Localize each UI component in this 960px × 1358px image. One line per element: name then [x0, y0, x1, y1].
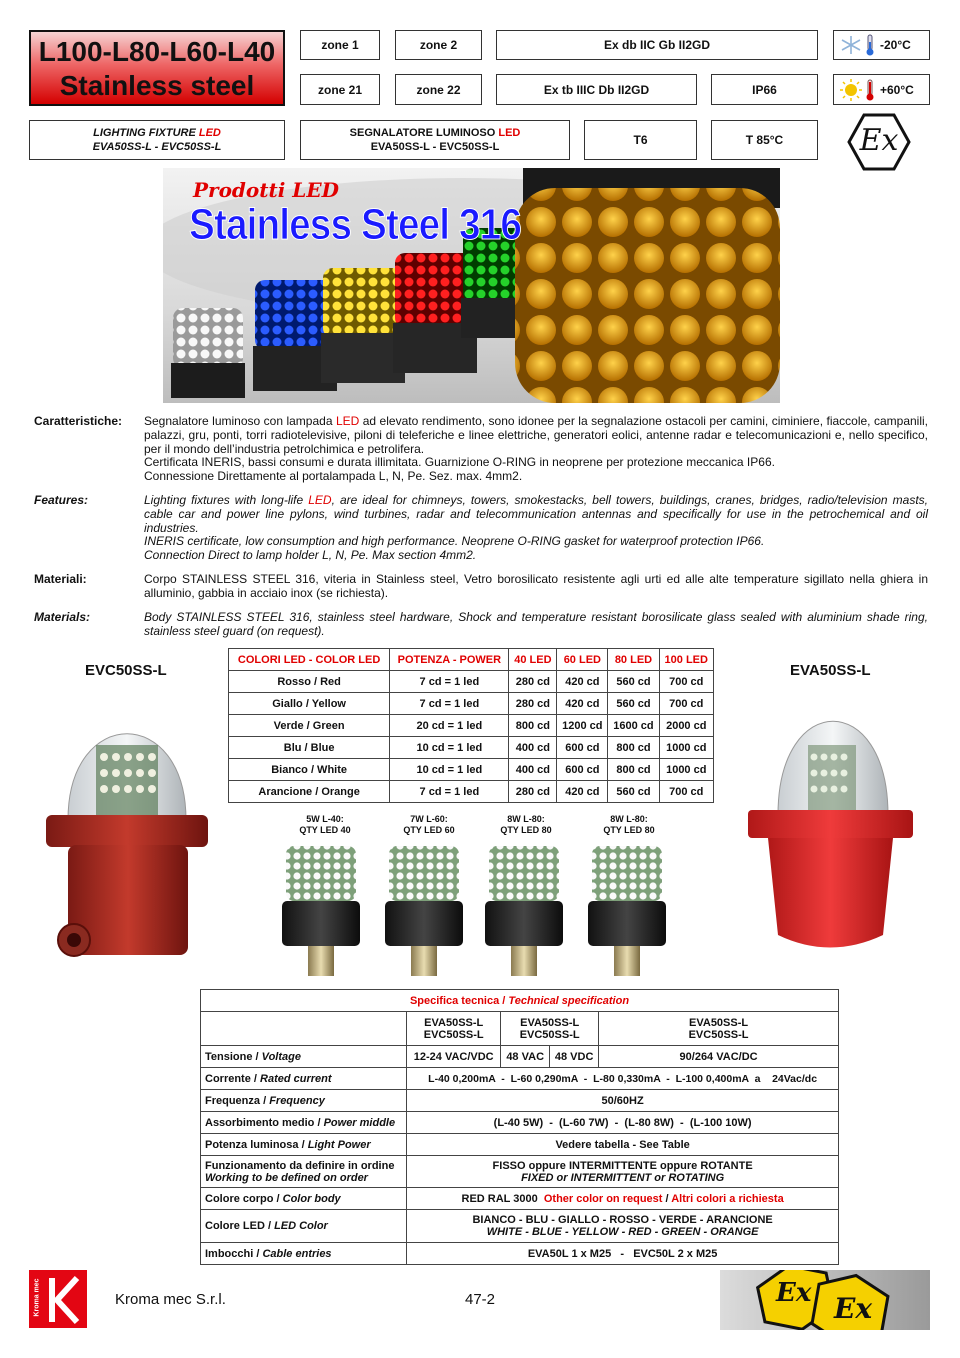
temp-max-label: +60°C — [880, 82, 914, 97]
thermometer-hot-icon — [864, 78, 876, 102]
spec-label — [201, 1156, 407, 1188]
lamp-caption-line2: QTY LED 80 — [603, 825, 655, 835]
table-cell: 400 cd — [509, 737, 557, 759]
spec-title — [201, 990, 839, 1012]
spec-label-en: Rated current — [260, 1072, 332, 1085]
table-cell: 600 cd — [557, 737, 608, 759]
led-table-header-row — [229, 649, 714, 671]
table-cell: 280 cd — [509, 781, 557, 803]
features-text-pre: Lighting fixtures with long-life — [144, 493, 309, 507]
table-row — [229, 781, 714, 803]
table-cell: 400 cd — [509, 759, 557, 781]
caratteristiche-line3: Connessione Direttamente al portalampada L, N, Pe. Sez. max. 4mm2. — [144, 469, 523, 484]
caratteristiche-led: LED — [335, 414, 360, 428]
caratteristiche-label: Caratteristiche: — [34, 414, 123, 428]
materials-label: Materials: — [34, 610, 91, 624]
spec-label-it: Potenza luminosa / — [205, 1138, 308, 1151]
atex-badge-image — [720, 1270, 930, 1330]
spec-label-en: Power middle — [323, 1116, 396, 1129]
ex-text: Ex — [859, 123, 899, 158]
company-name: Kroma mec S.r.l. — [115, 1291, 226, 1308]
banner-title: Stainless Steel 316 — [189, 200, 521, 249]
kroma-mec-logo — [29, 1270, 87, 1328]
spec-models-row — [201, 1012, 839, 1046]
lamp-caption-line1: 8W L-80: — [507, 814, 545, 824]
fixture-it-led: LED — [498, 127, 521, 139]
table-cell: 280 cd — [509, 693, 557, 715]
table-row — [201, 1090, 839, 1112]
ip-rating-box: IP66 — [711, 74, 818, 105]
spec-empty-cell — [201, 1012, 407, 1046]
led-table-header: 60 LED — [557, 649, 608, 671]
spec-label-it: Funzionamento da definire in ordine — [205, 1159, 395, 1172]
spec-value-line2: FIXED or INTERMITTENT or ROTATING — [521, 1171, 725, 1184]
table-cell: Bianco / White — [229, 759, 390, 781]
table-cell: EVA50L 1 x M25 - EVC50L 2 x M25 — [407, 1243, 839, 1265]
table-row — [201, 1112, 839, 1134]
features-section — [34, 494, 928, 564]
table-cell: 1200 cd — [557, 715, 608, 737]
spec-label — [201, 1046, 407, 1068]
spec-value-line2: WHITE - BLUE - YELLOW - RED - GREEN - ORANGE — [486, 1226, 759, 1238]
table-cell — [407, 1156, 839, 1188]
features-label: Features: — [34, 493, 89, 507]
spec-model-b2: EVC50SS-L — [519, 1028, 580, 1041]
lamp-caption-60 — [384, 814, 474, 836]
page-number: 47-2 — [465, 1291, 496, 1308]
led-table-header: 80 LED — [608, 649, 659, 671]
table-cell: 800 cd — [509, 715, 557, 737]
lamp-caption-line2: QTY LED 80 — [500, 825, 552, 835]
table-cell: 10 cd = 1 led — [390, 737, 509, 759]
temp-min-box — [833, 30, 930, 60]
table-row — [201, 1134, 839, 1156]
gas-marking-box: Ex db IIC Gb II2GD — [496, 30, 818, 60]
title-line2: Stainless steel — [59, 70, 255, 101]
table-cell: 560 cd — [608, 693, 659, 715]
spec-body-color: RED RAL 3000 — [461, 1192, 538, 1205]
table-cell: 7 cd = 1 led — [390, 781, 509, 803]
fixture-it-label: SEGNALATORE LUMINOSO — [349, 127, 499, 139]
table-cell: 20 cd = 1 led — [390, 715, 509, 737]
spec-title-en: Technical specification — [508, 994, 630, 1007]
spec-body-other-en: Other color on request — [543, 1192, 663, 1205]
spec-label-it: Imbocchi / — [205, 1247, 263, 1260]
table-cell: (L-40 5W) - (L-60 7W) - (L-80 8W) - (L-100 10W) — [407, 1112, 839, 1134]
zone1-box: zone 1 — [300, 30, 380, 60]
spec-title-it: Specifica tecnica — [409, 994, 500, 1007]
spec-model-a1: EVA50SS-L — [424, 1016, 484, 1029]
spec-value-line1: FISSO oppure INTERMITTENTE oppure ROTANTE — [492, 1159, 753, 1172]
materiali-section — [34, 573, 928, 603]
led-banner-image — [163, 168, 780, 403]
table-cell: 600 cd — [557, 759, 608, 781]
features-led: LED — [308, 493, 332, 507]
lamp-caption-line1: 5W L-40: — [306, 814, 344, 824]
table-cell: Verde / Green — [229, 715, 390, 737]
features-text-post: , are ideal for chimneys, towers, smokestacks, bell towers, buildings, cranes, bridges, radio/television masts, cable car and power line pylons, wind turbines, radar and telecommunication antennas and specifically for use in the petrochemical and oil industries. — [144, 493, 928, 535]
table-cell: 48 VAC — [501, 1046, 550, 1068]
table-cell: Vedere tabella - See Table — [407, 1134, 839, 1156]
caratteristiche-line2: Certificata INERIS, bassi consumi e durata illimitata. Guarnizione O-RING in neoprene per protezione meccanica IP66. — [144, 455, 775, 470]
table-cell: 10 cd = 1 led — [390, 759, 509, 781]
eva50ss-product-image — [748, 685, 913, 975]
table-cell: 800 cd — [608, 737, 659, 759]
features-line3: Connection Direct to lamp holder L, N, Pe. Max section 4mm2. — [144, 548, 477, 563]
lamp-caption-80b — [584, 814, 674, 836]
spec-label — [201, 1243, 407, 1265]
materiali-text: Corpo STAINLESS STEEL 316, viteria in Stainless steel, Vetro borosilicato resistente agli urti ed alle alte temperature sigillato nella ghiera in alluminio, gabbia in acciaio inox (se richiesta). — [144, 572, 928, 600]
spec-label-it: Frequenza / — [205, 1094, 270, 1107]
atex-ex-icon — [847, 113, 911, 171]
table-cell: Arancione / Orange — [229, 781, 390, 803]
left-product-label: EVC50SS-L — [85, 662, 167, 679]
caratteristiche-text-post: ad elevato rendimento, sono idonee per la segnalazione ostacoli per camini, ciminiere, fiaccole, campanili, palazzi, gru, ponti, torri radiotelevisive, piloni di teleferiche e linee elettriche, generatori eolici, antenne radar e telecomunicazioni e, nello specifico, per il mondo dell’industria petrolchimica e petrolifera. — [144, 414, 928, 456]
sun-icon — [838, 78, 864, 102]
table-cell: Rosso / Red — [229, 671, 390, 693]
evc50ss-product-image — [38, 685, 216, 985]
title-line1: L100-L80-L60-L40 — [38, 36, 276, 67]
table-row — [229, 693, 714, 715]
spec-model-c2: EVC50SS-L — [688, 1028, 749, 1041]
product-title — [29, 30, 285, 106]
fixture-en-models: EVA50SS-L - EVC50SS-L — [92, 141, 222, 153]
features-line2: INERIS certificate, low consumption and high performance. Neoprene O-RING gasket for waterproof protection IP66. — [144, 534, 765, 549]
spec-model-a2: EVC50SS-L — [423, 1028, 484, 1041]
fixture-en-led: LED — [198, 127, 221, 139]
table-row — [229, 759, 714, 781]
materials-section — [34, 611, 928, 641]
table-row — [201, 1188, 839, 1210]
table-cell — [407, 1210, 839, 1243]
spec-label-en: Frequency — [269, 1094, 325, 1107]
table-cell: L-40 0,200mA - L-60 0,290mA - L-80 0,330mA - L-100 0,400mA a 24Vac/dc — [407, 1068, 839, 1090]
caratteristiche-text-pre: Segnalatore luminoso con lampada — [144, 414, 336, 428]
lamp-caption-line2: QTY LED 60 — [403, 825, 455, 835]
table-cell: 12-24 VAC/VDC — [407, 1046, 501, 1068]
spec-label-it: Colore corpo / — [205, 1192, 283, 1205]
spec-label — [201, 1188, 407, 1210]
table-cell: 280 cd — [509, 671, 557, 693]
temp-class-box: T6 — [584, 120, 697, 160]
lamp-caption-line1: 7W L-60: — [410, 814, 448, 824]
table-cell: 420 cd — [557, 693, 608, 715]
spec-title-sep: / — [499, 994, 509, 1007]
table-cell: RED RAL 3000 Other color on request / Altri colori a richiesta — [407, 1188, 839, 1210]
atex-badge-ex-1: Ex — [776, 1278, 812, 1308]
table-cell: 2000 cd — [659, 715, 713, 737]
spec-value-line1: BIANCO - BLU - GIALLO - ROSSO - VERDE - ARANCIONE — [472, 1214, 773, 1226]
lamp-caption-80a — [481, 814, 571, 836]
table-cell: 420 cd — [557, 781, 608, 803]
snowflake-icon — [838, 34, 864, 56]
spec-model-b — [501, 1012, 599, 1046]
table-row — [201, 1046, 839, 1068]
table-cell: 50/60HZ — [407, 1090, 839, 1112]
led-power-table — [228, 648, 714, 803]
led-table-header: 100 LED — [659, 649, 713, 671]
spec-label — [201, 1210, 407, 1243]
table-cell: 700 cd — [659, 693, 713, 715]
table-row — [201, 1210, 839, 1243]
table-row — [201, 1156, 839, 1188]
logo-text: Kroma mec — [33, 1278, 41, 1317]
spec-label — [201, 1112, 407, 1134]
technical-spec-table — [200, 989, 839, 1265]
table-row — [229, 715, 714, 737]
spec-label-en: Cable entries — [262, 1247, 332, 1260]
table-cell: 420 cd — [557, 671, 608, 693]
led-table-header: POTENZA - POWER — [390, 649, 509, 671]
table-cell: 700 cd — [659, 781, 713, 803]
spec-label-en: Color body — [282, 1192, 341, 1205]
spec-label — [201, 1068, 407, 1090]
right-product-label: EVA50SS-L — [790, 662, 871, 679]
table-cell: 560 cd — [608, 671, 659, 693]
spec-label-it: Colore LED / — [205, 1220, 275, 1232]
table-cell: 1000 cd — [659, 737, 713, 759]
temp-max-box — [833, 74, 930, 105]
table-row — [229, 737, 714, 759]
zone21-box: zone 21 — [300, 74, 380, 105]
spec-label-en: Working to be defined on order — [205, 1171, 368, 1184]
spec-label-en: LED Color — [274, 1220, 328, 1232]
table-row — [201, 1243, 839, 1265]
table-cell: 700 cd — [659, 671, 713, 693]
thermometer-cold-icon — [864, 33, 876, 57]
table-cell: 1000 cd — [659, 759, 713, 781]
spec-model-c — [599, 1012, 839, 1046]
spec-title-row — [201, 990, 839, 1012]
spec-label-en: Voltage — [261, 1050, 301, 1063]
table-cell: 560 cd — [608, 781, 659, 803]
surface-temp-box: T 85°C — [711, 120, 818, 160]
led-table-header: COLORI LED - COLOR LED — [229, 649, 390, 671]
table-row — [201, 1068, 839, 1090]
spec-model-b1: EVA50SS-L — [520, 1016, 580, 1029]
table-cell: 1600 cd — [608, 715, 659, 737]
spec-label — [201, 1090, 407, 1112]
lamp-caption-line1: 8W L-80: — [610, 814, 648, 824]
table-cell: 90/264 VAC/DC — [599, 1046, 839, 1068]
atex-badge-ex-2: Ex — [834, 1292, 873, 1325]
table-cell: 7 cd = 1 led — [390, 693, 509, 715]
materials-text: Body STAINLESS STEEL 316, stainless steel hardware, Shock and temperature resistant borosilicate glass sealed with aluminium shade ring, stainless steel guard (on request). — [144, 610, 928, 638]
spec-label-it: Assorbimento medio / — [205, 1116, 324, 1129]
fixture-en-label: LIGHTING FIXTURE — [93, 127, 199, 139]
lighting-fixture-box — [29, 120, 285, 160]
table-cell: 48 VDC — [550, 1046, 599, 1068]
segnalatore-box — [300, 120, 570, 160]
table-cell: Blu / Blue — [229, 737, 390, 759]
led-lamps-image — [282, 841, 666, 981]
temp-min-label: -20°C — [880, 38, 911, 52]
lamp-caption-line2: QTY LED 40 — [299, 825, 351, 835]
spec-model-a — [407, 1012, 501, 1046]
spec-label-it: Corrente / — [205, 1072, 261, 1085]
spec-model-c1: EVA50SS-L — [689, 1016, 749, 1029]
zone2-box: zone 2 — [395, 30, 482, 60]
zone22-box: zone 22 — [395, 74, 482, 105]
materiali-label: Materiali: — [34, 572, 87, 586]
spec-label-en: Light Power — [307, 1138, 371, 1151]
table-cell: Giallo / Yellow — [229, 693, 390, 715]
spec-label-it: Tensione / — [205, 1050, 262, 1063]
led-table-header: 40 LED — [509, 649, 557, 671]
fixture-it-models: EVA50SS-L - EVC50SS-L — [370, 141, 500, 153]
banner-subtitle: Prodotti LED — [193, 178, 339, 202]
caratteristiche-section — [34, 415, 928, 485]
spec-body-other-it: Altri colori a richiesta — [671, 1192, 784, 1205]
table-cell: 800 cd — [608, 759, 659, 781]
table-row — [229, 671, 714, 693]
spec-label — [201, 1134, 407, 1156]
table-cell: 7 cd = 1 led — [390, 671, 509, 693]
dust-marking-box: Ex tb IIIC Db II2GD — [496, 74, 697, 105]
lamp-caption-40 — [280, 814, 370, 836]
